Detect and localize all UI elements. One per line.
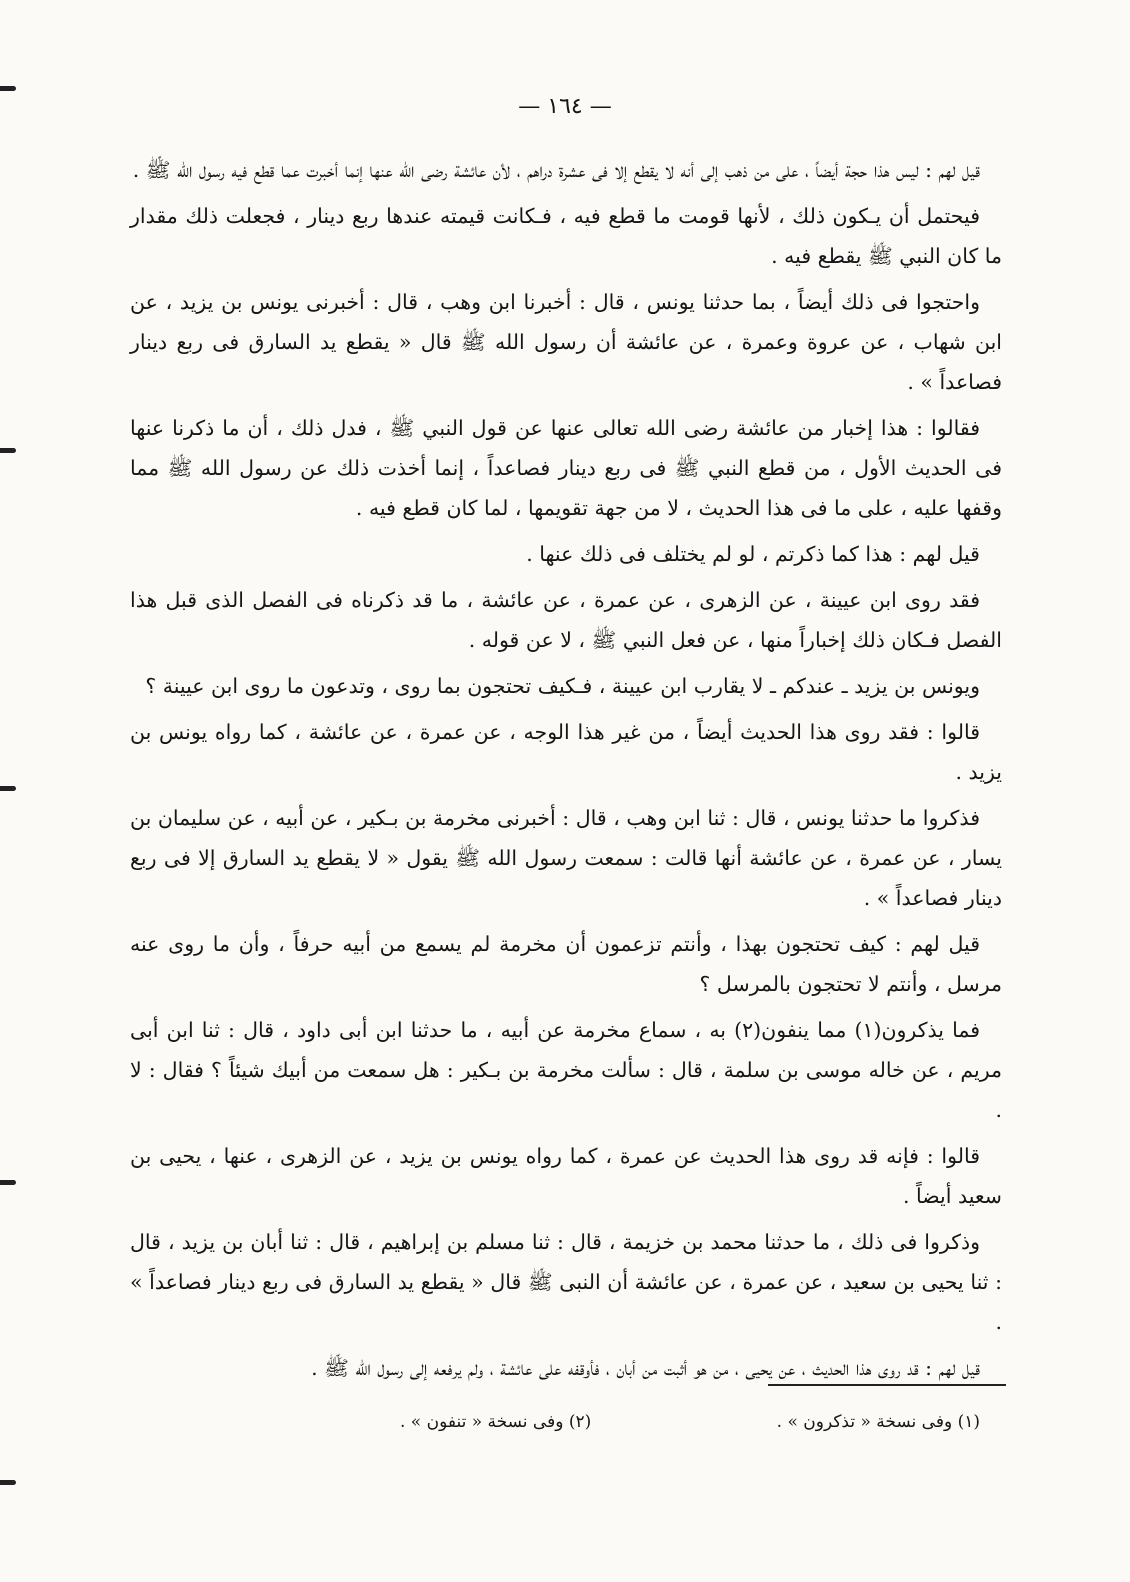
paragraph: فقد روى ابن عيينة ، عن الزهرى ، عن عمرة ، عن عائشة ، ما قد ذكرناه فى الفصل الذى قبل هذا الفصل فـكان ذلك إخباراً منها ، عن فعل النبي ﷺ ، لا عن قوله .: [130, 588, 1002, 652]
footnotes: [400, 1412, 980, 1432]
paragraph: فذكروا ما حدثنا يونس ، قال : ثنا ابن وهب ، قال : أخبرنى مخرمة بن بـكير ، عن أبيه ، عن سليمان بن يسار ، عن عمرة ، عن عائشة أنها قالت : سمعت رسول الله ﷺ يقول « لا يقطع يد السارق إلا فى ربع دينار فصاعداً » .: [130, 806, 1002, 910]
paragraph: فقالوا : هذا إخبار من عائشة رضى الله تعالى عنها عن قول النبي ﷺ ، فدل ذلك ، أن ما ذكرنا عنها فى الحديث الأول ، من قطع النبي ﷺ فى ربع دينار فصاعداً ، إنما أخذت ذلك عن رسول الله ﷺ مما وقفها عليه ، على ما فى هذا الحديث ، لا من جهة تقويمها ، لما كان قطع فيه .: [130, 416, 1002, 520]
paragraph: قيل لهم : كيف تحتجون بهذا ، وأنتم تزعمون أن مخرمة لم يسمع من أبيه حرفاً ، وأن ما روى عنه مرسل ، وأنتم لا تحتجون بالمرسل ؟: [130, 932, 1002, 996]
footnote: (١) وفى نسخة « تذكرون » .: [776, 1412, 980, 1432]
footnote: (٢) وفى نسخة « تنفون » .: [400, 1412, 592, 1432]
margin-mark: [0, 86, 16, 91]
paragraph: ويونس بن يزيد ـ عندكم ـ لا يقارب ابن عيينة ، فـكيف تحتجون بما روى ، وتدعون ما روى ابن عيينة ؟: [145, 674, 980, 698]
margin-mark: [0, 1180, 16, 1185]
paragraph: قيل لهم : هذا كما ذكرتم ، لو لم يختلف فى ذلك عنها .: [526, 542, 980, 566]
main-text: [130, 150, 1002, 1394]
paragraph: وذكروا فى ذلك ، ما حدثنا محمد بن خزيمة ، قال : ثنا مسلم بن إبراهيم ، قال : ثنا أبان بن يزيد ، قال : ثنا يحيى بن سعيد ، عن عمرة ، عن عائشة أن النبى ﷺ قال « يقطع يد السارق فى ربع دينار فصاعداً » .: [130, 1230, 1002, 1334]
paragraph: فيحتمل أن يـكون ذلك ، لأنها قومت ما قطع فيه ، فـكانت قيمته عندها ربع دينار ، فجعلت ذلك مقدار ما كان النبي ﷺ يقطع فيه .: [130, 204, 1002, 268]
paragraph: واحتجوا فى ذلك أيضاً ، بما حدثنا يونس ، قال : أخبرنا ابن وهب ، قال : أخبرنى يونس بن يزيد ، عن ابن شهاب ، عن عروة وعمرة ، عن عائشة أن رسول الله ﷺ قال « يقطع يد السارق فى ربع دينار فصاعداً » .: [130, 290, 1002, 394]
footnote-divider: [768, 1384, 1006, 1386]
margin-mark: [0, 786, 16, 791]
margin-mark: [0, 448, 16, 453]
paragraph: فما يذكرون(١) مما ينفون(٢) به ، سماع مخرمة عن أبيه ، ما حدثنا ابن أبى داود ، قال : ثنا ابن أبى مريم ، عن خاله موسى بن سلمة ، قال : سألت مخرمة بن بـكير : هل سمعت من أبيك شيئاً ؟ فقال : لا .: [130, 1018, 1002, 1122]
margin-mark: [0, 1480, 16, 1485]
page-number: — ١٦٤ —: [518, 94, 612, 119]
paragraph: قيل لهم : ليس هذا حجة أيضاً ، على من ذهب إلى أنه لا يقطع إلا فى عشرة دراهم ، لأن عائشة رضى الله عنها إنما أخبرت عما قطع فيه رسول الله ﷺ .: [132, 158, 980, 182]
paragraph: قيل لهم : قد روى هذا الحديث ، عن يحيى ، من هو أثبت من أبان ، فأوقفه على عائشة ، ولم يرفعه إلى رسول الله ﷺ .: [311, 1356, 980, 1380]
paragraph: قالوا : فقد روى هذا الحديث أيضاً ، من غير هذا الوجه ، عن عمرة ، عن عائشة ، كما رواه يونس بن يزيد .: [130, 720, 1002, 784]
paragraph: قالوا : فإنه قد روى هذا الحديث عن عمرة ، كما رواه يونس بن يزيد ، عن الزهرى ، عنها ، يحيى بن سعيد أيضاً .: [130, 1144, 1002, 1208]
